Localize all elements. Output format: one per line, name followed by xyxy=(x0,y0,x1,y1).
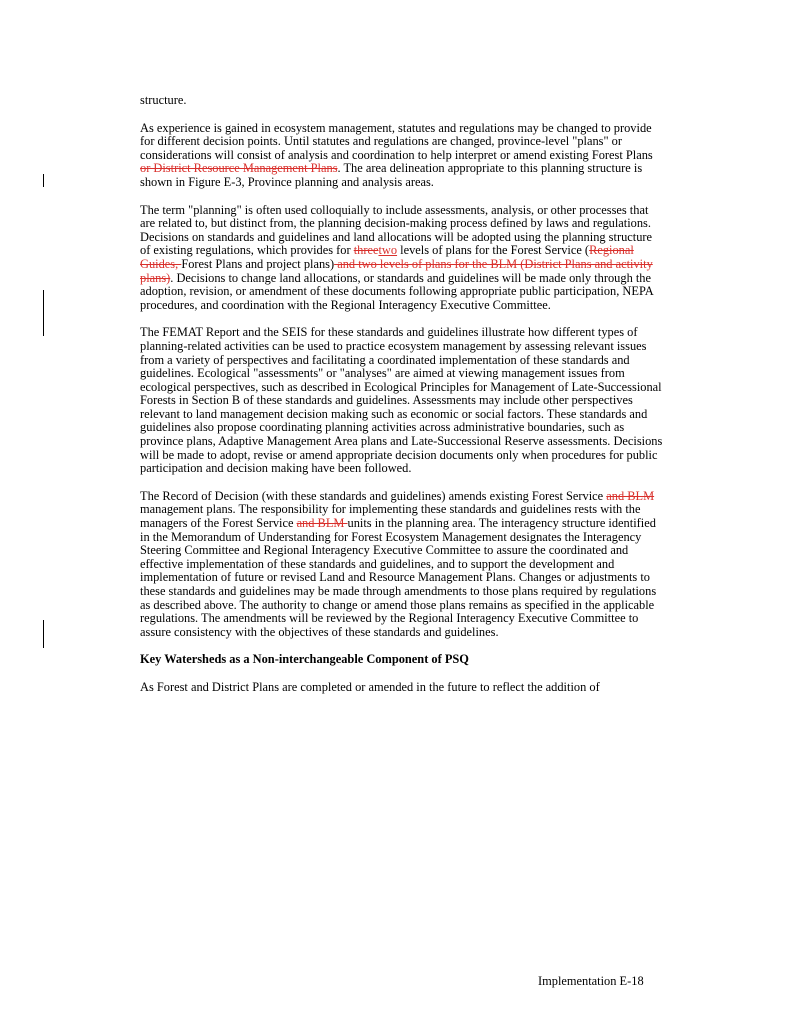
change-bar xyxy=(43,290,44,336)
deleted-text: and BLM xyxy=(296,516,348,531)
deleted-text: Regional Guides, xyxy=(140,243,634,271)
change-bar xyxy=(43,174,44,187)
page-footer: Implementation E-18 xyxy=(538,974,644,988)
paragraph-structure: structure. xyxy=(140,93,187,107)
deleted-text: or District Resource Management Plans xyxy=(140,161,338,176)
paragraph-ecosystem-management: As experience is gained in ecosystem management, statutes and regulations may be changed to provide for different decision points. Until statutes and regulations are changed, province-level "plans" or considerations will consist of analysis and coordination to help interpret or amend existing Forest Plans or District Resource Management Plans. The area delineation appropriate to this planning structure is shown in Figure E-3, Province planning and analysis areas. xyxy=(140,120,653,189)
change-bar xyxy=(43,620,44,648)
deleted-text: three xyxy=(353,243,379,258)
paragraph-planning-term: The term "planning" is often used colloquially to include assessments, analysis, or other processes that are related to, but distinct from, the planning decision-making process defined by laws and regulations. Decisions on standards and guidelines and land allocations will be adopted using the planning structure of existing regulations, which provides for threetwo levels of plans for the Forest Service (Regional Guides, Forest Plans and project plans) and two levels of plans for the BLM (District Plans and activity plans). Decisions to change land allocations, or standards and guidelines will be made only through the adoption, revision, or amendment of these documents following appropriate public participation, NEPA procedures, and coordination with the Regional Interagency Executive Committee. xyxy=(140,202,653,312)
paragraph-record-of-decision: The Record of Decision (with these standards and guidelines) amends existing Forest Service and BLM management plans. The responsibility for implementing these standards and guidelines rests with the managers of the Forest Service and BLM units in the planning area. The interagency structure identified in the Memorandum of Understanding for Forest Ecosystem Management designates the Interagency Steering Committee and Regional Interagency Executive Committee to assure the coordinated and effective implementation of these standards and guidelines, and to support the development and implementation of future or revised Land and Resource Management Plans. Changes or adjustments to these standards and guidelines may be made through amendments to those plans required by regulations as described above. The authority to change or amend those plans remains as specified in the applicable regulations. The amendments will be reviewed by the Regional Interagency Executive Committee to assure consistency with the objectives of these standards and guidelines. xyxy=(140,488,657,639)
document-body xyxy=(140,94,664,709)
section-heading: Key Watersheds as a Non-interchangeable Component of PSQ xyxy=(140,652,469,667)
inserted-text: two xyxy=(378,243,398,258)
paragraph-femat-report: The FEMAT Report and the SEIS for these standards and guidelines illustrate how different types of planning-related activities can be used to practice ecosystem management by assessing relevant issues from a variety of perspectives and facilitating a coordinated implementation of these standards and guidelines. Ecological "assessments" or "analyses" are aimed at viewing management issues from ecological perspectives, such as described in Ecological Principles for Management of Late-Successional Forests in Section B of these standards and guidelines. Assessments may include other perspectives relevant to land management decision making such as economic or social factors. These standards and guidelines also propose coordinating planning activities across administrative boundaries, such as province plans, Adaptive Management Area plans and Late-Successional Reserve assessments. Decisions will be made to adopt, revise or amend appropriate decision documents only when procedures for public participation and decision making have been followed. xyxy=(140,325,663,476)
deleted-text: and two levels of plans for the BLM (District Plans and activity plans) xyxy=(140,256,653,285)
deleted-text: and BLM xyxy=(606,488,655,503)
paragraph-forest-district-plans: As Forest and District Plans are completed or amended in the future to reflect the addition of xyxy=(140,679,600,694)
